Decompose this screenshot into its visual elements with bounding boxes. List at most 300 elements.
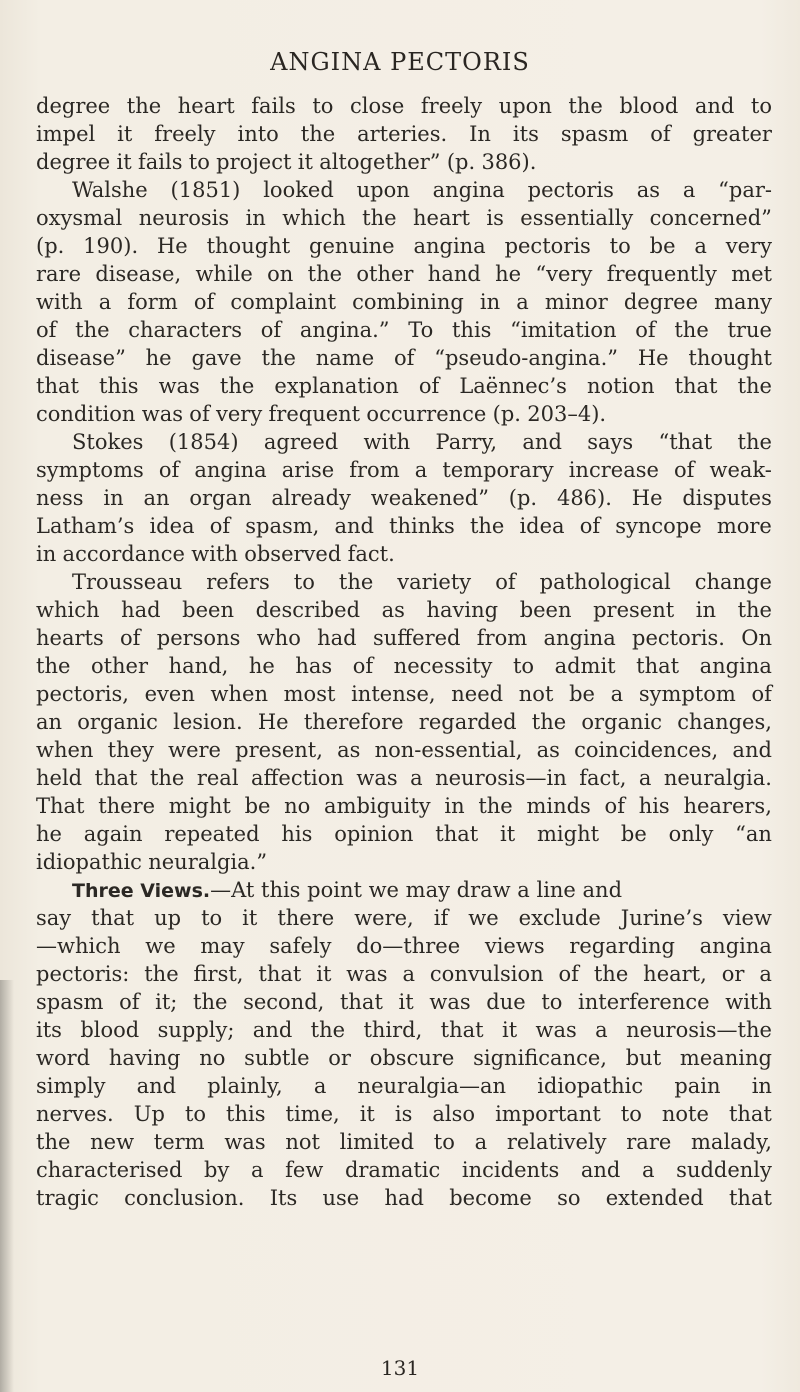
word: in bbox=[36, 542, 57, 566]
word: pectoris: bbox=[36, 962, 130, 986]
word: of bbox=[352, 654, 374, 678]
word: from bbox=[349, 458, 400, 482]
word: angina.” bbox=[299, 318, 390, 342]
word: complaint bbox=[230, 290, 337, 314]
word: degree bbox=[36, 94, 111, 118]
word: spasm, bbox=[245, 514, 320, 538]
word: which bbox=[36, 598, 100, 622]
text-line bbox=[36, 1156, 772, 1184]
word: or bbox=[721, 962, 745, 986]
word: angina bbox=[194, 458, 267, 482]
word: not bbox=[518, 682, 554, 706]
word: observed bbox=[244, 542, 342, 566]
word: might bbox=[537, 822, 600, 846]
word: That bbox=[36, 794, 85, 818]
word: admit bbox=[554, 654, 616, 678]
word: to bbox=[609, 234, 631, 258]
word: term bbox=[153, 1130, 205, 1154]
word: heart, bbox=[643, 962, 707, 986]
word: of bbox=[674, 458, 695, 482]
word: a bbox=[516, 290, 529, 314]
word: it bbox=[398, 990, 414, 1014]
word: fails bbox=[137, 150, 183, 174]
word: it bbox=[501, 1018, 518, 1042]
word: time, bbox=[285, 1102, 340, 1126]
word: weak- bbox=[709, 458, 772, 482]
word: we bbox=[468, 906, 499, 930]
word: only bbox=[668, 822, 714, 846]
word: agreed bbox=[263, 430, 339, 454]
word: safely bbox=[269, 934, 332, 958]
word: (1851) bbox=[170, 178, 241, 202]
word: obscure bbox=[369, 1046, 455, 1070]
word: upon bbox=[498, 94, 552, 118]
word: Trousseau bbox=[72, 570, 183, 594]
word: an bbox=[36, 710, 63, 734]
word: or bbox=[328, 1046, 351, 1070]
word: due bbox=[486, 990, 526, 1014]
word: “very bbox=[535, 262, 593, 286]
word: that bbox=[440, 1018, 484, 1042]
word: was bbox=[356, 766, 398, 790]
text-line bbox=[36, 932, 772, 960]
word: and bbox=[580, 1158, 621, 1182]
word: (p. bbox=[508, 486, 538, 510]
word: thinks bbox=[389, 514, 455, 538]
word: and bbox=[136, 1074, 177, 1098]
word: the bbox=[307, 262, 343, 286]
word: use bbox=[322, 1186, 360, 1210]
word: when bbox=[210, 682, 268, 706]
word: dramatic bbox=[344, 1158, 441, 1182]
word: as bbox=[381, 598, 405, 622]
text-line bbox=[36, 512, 772, 540]
word: was bbox=[535, 1018, 577, 1042]
word: organic bbox=[77, 710, 158, 734]
word: need bbox=[451, 682, 504, 706]
word: which bbox=[282, 206, 346, 230]
word: be bbox=[649, 234, 676, 258]
word: a bbox=[595, 1018, 608, 1042]
word: up bbox=[154, 906, 182, 930]
word: he bbox=[36, 822, 62, 846]
word: and bbox=[334, 514, 374, 538]
body-text bbox=[36, 92, 772, 1212]
text-line bbox=[36, 92, 772, 120]
text-line bbox=[36, 1184, 772, 1212]
word: there bbox=[277, 906, 335, 930]
word: “an bbox=[735, 822, 772, 846]
word: its bbox=[36, 1018, 62, 1042]
word: arise bbox=[281, 458, 335, 482]
word: in bbox=[444, 794, 465, 818]
word: but bbox=[625, 1046, 662, 1070]
word: relatively bbox=[506, 1130, 607, 1154]
word: with bbox=[725, 990, 772, 1014]
word: of bbox=[209, 514, 231, 538]
text-line bbox=[36, 428, 772, 456]
word: spasm bbox=[560, 122, 629, 146]
word: we bbox=[145, 934, 176, 958]
word: a bbox=[250, 1158, 264, 1182]
word: neuralgia—an bbox=[357, 1074, 507, 1098]
word: his bbox=[281, 822, 313, 846]
word: Up bbox=[133, 1102, 165, 1126]
word: heart bbox=[177, 94, 235, 118]
word: Walshe bbox=[72, 178, 148, 202]
word: combining bbox=[352, 290, 464, 314]
word: pectoris, bbox=[36, 682, 129, 706]
word: significance, bbox=[473, 1046, 607, 1070]
word: it bbox=[117, 122, 133, 146]
word: met bbox=[731, 262, 772, 286]
word: characters bbox=[128, 318, 243, 342]
word: to bbox=[541, 990, 563, 1014]
word: few bbox=[285, 1158, 324, 1182]
word: frequently bbox=[606, 262, 717, 286]
word: might bbox=[168, 794, 231, 818]
word: accordance bbox=[62, 542, 185, 566]
word: the bbox=[338, 570, 374, 594]
word: malady, bbox=[691, 1130, 772, 1154]
word: having bbox=[426, 598, 499, 622]
word: degree bbox=[623, 290, 699, 314]
word: of bbox=[635, 318, 656, 342]
word: its bbox=[512, 122, 539, 146]
word: the bbox=[300, 122, 336, 146]
text-line bbox=[36, 904, 772, 932]
word: symptoms bbox=[36, 458, 144, 482]
word: changes, bbox=[677, 710, 772, 734]
text-line bbox=[36, 260, 772, 288]
word: views bbox=[484, 934, 545, 958]
word: minor bbox=[544, 290, 608, 314]
text-line bbox=[36, 1072, 772, 1100]
word: the bbox=[737, 374, 772, 398]
word: as bbox=[636, 178, 660, 202]
text-line bbox=[36, 764, 772, 792]
text-line bbox=[36, 148, 772, 176]
word: nerves. bbox=[36, 1102, 114, 1126]
word: freely bbox=[420, 94, 483, 118]
word: idiopathic bbox=[537, 1074, 644, 1098]
word: from bbox=[476, 626, 528, 650]
running-head: ANGINA PECTORIS bbox=[270, 48, 530, 76]
word: variety bbox=[397, 570, 472, 594]
word: the bbox=[261, 346, 296, 370]
text-line bbox=[36, 232, 772, 260]
word: most bbox=[283, 682, 336, 706]
word: a bbox=[682, 178, 696, 202]
word: with bbox=[191, 542, 238, 566]
word: a bbox=[642, 1158, 655, 1182]
word: and bbox=[252, 1018, 293, 1042]
word: had bbox=[384, 1186, 424, 1210]
word: 190). bbox=[83, 234, 139, 258]
word: fact. bbox=[347, 542, 395, 566]
word: to bbox=[201, 906, 223, 930]
text-line bbox=[36, 792, 772, 820]
word: by bbox=[204, 1158, 230, 1182]
word: “imitation bbox=[510, 318, 617, 342]
word: repeated bbox=[164, 822, 260, 846]
word: it; bbox=[155, 990, 178, 1014]
word: exclude bbox=[518, 906, 601, 930]
word: condition bbox=[36, 402, 136, 426]
word: the bbox=[531, 710, 567, 734]
word: first, bbox=[193, 962, 244, 986]
word: the bbox=[193, 990, 228, 1014]
word: this bbox=[451, 318, 492, 342]
word: genuine bbox=[309, 234, 395, 258]
text-line bbox=[36, 568, 772, 596]
word: the bbox=[737, 430, 772, 454]
word: close bbox=[350, 94, 405, 118]
word: angina bbox=[699, 654, 772, 678]
word: had bbox=[121, 598, 161, 622]
word: frequent bbox=[268, 402, 361, 426]
word: temporary bbox=[442, 458, 554, 482]
word: hearers, bbox=[683, 794, 772, 818]
word: also bbox=[432, 1102, 476, 1126]
word: gave bbox=[191, 346, 242, 370]
word: be bbox=[244, 794, 271, 818]
word: lesion. bbox=[173, 710, 243, 734]
word: say bbox=[36, 906, 72, 930]
word: the bbox=[144, 962, 179, 986]
word: second, bbox=[243, 990, 325, 1014]
word: ness bbox=[36, 486, 84, 510]
text-line bbox=[36, 848, 772, 876]
word: of bbox=[751, 682, 772, 706]
word: of bbox=[495, 570, 516, 594]
word: of bbox=[189, 402, 210, 426]
word: to bbox=[750, 94, 772, 118]
word: of bbox=[393, 346, 415, 370]
text-line bbox=[36, 372, 772, 400]
word: to bbox=[184, 1102, 207, 1126]
word: hand, bbox=[168, 654, 229, 678]
word: meaning bbox=[679, 1046, 772, 1070]
text-line bbox=[36, 596, 772, 624]
word: of bbox=[119, 990, 140, 1014]
word: the bbox=[593, 962, 629, 986]
word: that bbox=[728, 1102, 772, 1126]
text-line bbox=[36, 540, 772, 568]
word: rare bbox=[36, 262, 82, 286]
text-line bbox=[36, 484, 772, 512]
word: he bbox=[495, 262, 522, 286]
word: was bbox=[158, 374, 200, 398]
word: suffered bbox=[372, 626, 461, 650]
word: explanation bbox=[274, 374, 399, 398]
word: hand bbox=[427, 262, 481, 286]
word: been bbox=[519, 598, 572, 622]
word: of bbox=[36, 318, 57, 342]
word: to bbox=[293, 570, 315, 594]
word: true bbox=[727, 318, 772, 342]
word: degree bbox=[36, 150, 111, 174]
word: that bbox=[636, 654, 680, 678]
word: fails bbox=[251, 94, 296, 118]
word: it bbox=[359, 1102, 375, 1126]
word: neuralgia.” bbox=[148, 850, 268, 874]
word: they bbox=[107, 738, 154, 762]
text-line bbox=[36, 316, 772, 344]
word: it bbox=[116, 150, 132, 174]
word: more bbox=[716, 514, 772, 538]
word: and bbox=[732, 738, 772, 762]
word: angina bbox=[432, 178, 505, 202]
word: to bbox=[312, 94, 334, 118]
word: idea bbox=[149, 514, 195, 538]
text-line-content: —At this point we may draw a line and bbox=[210, 878, 623, 902]
word: weakened” bbox=[370, 486, 489, 510]
word: He bbox=[631, 486, 663, 510]
word: organ bbox=[189, 486, 252, 510]
word: this bbox=[99, 374, 139, 398]
text-line bbox=[36, 736, 772, 764]
word: very bbox=[725, 234, 772, 258]
word: Its bbox=[269, 1186, 298, 1210]
word: the bbox=[478, 794, 513, 818]
word: simply bbox=[36, 1074, 106, 1098]
word: arteries. bbox=[357, 122, 448, 146]
word: so bbox=[557, 1186, 581, 1210]
section-heading: Three Views. bbox=[72, 880, 211, 902]
word: described bbox=[255, 598, 361, 622]
word: that bbox=[728, 1186, 772, 1210]
word: “that bbox=[658, 430, 713, 454]
word: present bbox=[593, 598, 675, 622]
word: plainly, bbox=[207, 1074, 283, 1098]
word: the bbox=[310, 1018, 346, 1042]
word: was bbox=[429, 990, 471, 1014]
word: minds bbox=[526, 794, 591, 818]
word: change bbox=[694, 570, 772, 594]
text-line bbox=[36, 288, 772, 316]
word: concerned” bbox=[649, 206, 772, 230]
word: in bbox=[751, 1074, 772, 1098]
word: already bbox=[271, 486, 351, 510]
word: in bbox=[103, 486, 124, 510]
word: as bbox=[337, 738, 361, 762]
word: suddenly bbox=[676, 1158, 772, 1182]
word: a bbox=[402, 962, 416, 986]
word: in bbox=[245, 206, 266, 230]
word: into bbox=[237, 122, 279, 146]
word: that bbox=[36, 374, 79, 398]
word: is bbox=[486, 206, 504, 230]
text-line bbox=[36, 820, 772, 848]
word: the bbox=[362, 206, 397, 230]
word: was bbox=[224, 1130, 266, 1154]
word: may bbox=[200, 934, 245, 958]
word: no bbox=[199, 1046, 226, 1070]
word: as bbox=[536, 738, 560, 762]
word: tragic bbox=[36, 1186, 99, 1210]
text-line bbox=[36, 456, 772, 484]
word: third, bbox=[363, 1018, 423, 1042]
word: opinion bbox=[334, 822, 414, 846]
word: a bbox=[414, 458, 428, 482]
word: real bbox=[196, 766, 239, 790]
word: were, bbox=[354, 906, 414, 930]
word: held bbox=[36, 766, 83, 790]
word: angina bbox=[699, 934, 772, 958]
word: of bbox=[604, 794, 625, 818]
text-line bbox=[36, 624, 772, 652]
word: be bbox=[569, 682, 595, 706]
word: of bbox=[193, 290, 215, 314]
word: blood bbox=[619, 94, 679, 118]
word: 486). bbox=[556, 486, 612, 510]
word: it bbox=[500, 822, 516, 846]
word: supply; bbox=[157, 1018, 235, 1042]
word: pectoris bbox=[504, 234, 591, 258]
text-line bbox=[36, 120, 772, 148]
word: in bbox=[479, 290, 501, 314]
word: intense, bbox=[351, 682, 436, 706]
word: He bbox=[257, 710, 289, 734]
word: while bbox=[195, 262, 253, 286]
word: the bbox=[737, 598, 772, 622]
word: ambiguity bbox=[324, 794, 431, 818]
word: that bbox=[91, 906, 135, 930]
word: neurosis—the bbox=[626, 1018, 772, 1042]
word: a bbox=[694, 234, 707, 258]
word: no bbox=[284, 794, 311, 818]
text-line bbox=[36, 960, 772, 988]
word: persons bbox=[156, 626, 241, 650]
word: regarding bbox=[569, 934, 675, 958]
word: (p. bbox=[492, 402, 521, 426]
word: with bbox=[363, 430, 411, 454]
word: other bbox=[90, 654, 149, 678]
word: do—three bbox=[356, 934, 461, 958]
page-number: 131 bbox=[380, 1356, 420, 1380]
word: to bbox=[188, 150, 210, 174]
text-line bbox=[36, 876, 772, 904]
word: In bbox=[469, 122, 491, 146]
word: idiopathic bbox=[36, 850, 142, 874]
word: new bbox=[90, 1130, 135, 1154]
word: angina bbox=[543, 626, 616, 650]
word: disease, bbox=[95, 262, 182, 286]
word: it bbox=[316, 962, 332, 986]
word: and bbox=[694, 94, 735, 118]
word: that bbox=[258, 962, 302, 986]
word: a bbox=[313, 1074, 327, 1098]
word: of bbox=[579, 514, 601, 538]
word: that bbox=[94, 766, 138, 790]
word: the bbox=[469, 514, 505, 538]
word: necessity bbox=[393, 654, 493, 678]
word: he bbox=[248, 654, 275, 678]
word: looked bbox=[263, 178, 334, 202]
word: in bbox=[695, 598, 716, 622]
word: He bbox=[156, 234, 188, 258]
text-line bbox=[36, 1128, 772, 1156]
text-line bbox=[36, 1100, 772, 1128]
word: limited bbox=[339, 1130, 415, 1154]
word: fact, bbox=[579, 766, 627, 790]
word: has bbox=[295, 654, 333, 678]
word: organic bbox=[581, 710, 663, 734]
word: of bbox=[120, 626, 141, 650]
word: that bbox=[339, 990, 383, 1014]
word: of bbox=[158, 458, 180, 482]
